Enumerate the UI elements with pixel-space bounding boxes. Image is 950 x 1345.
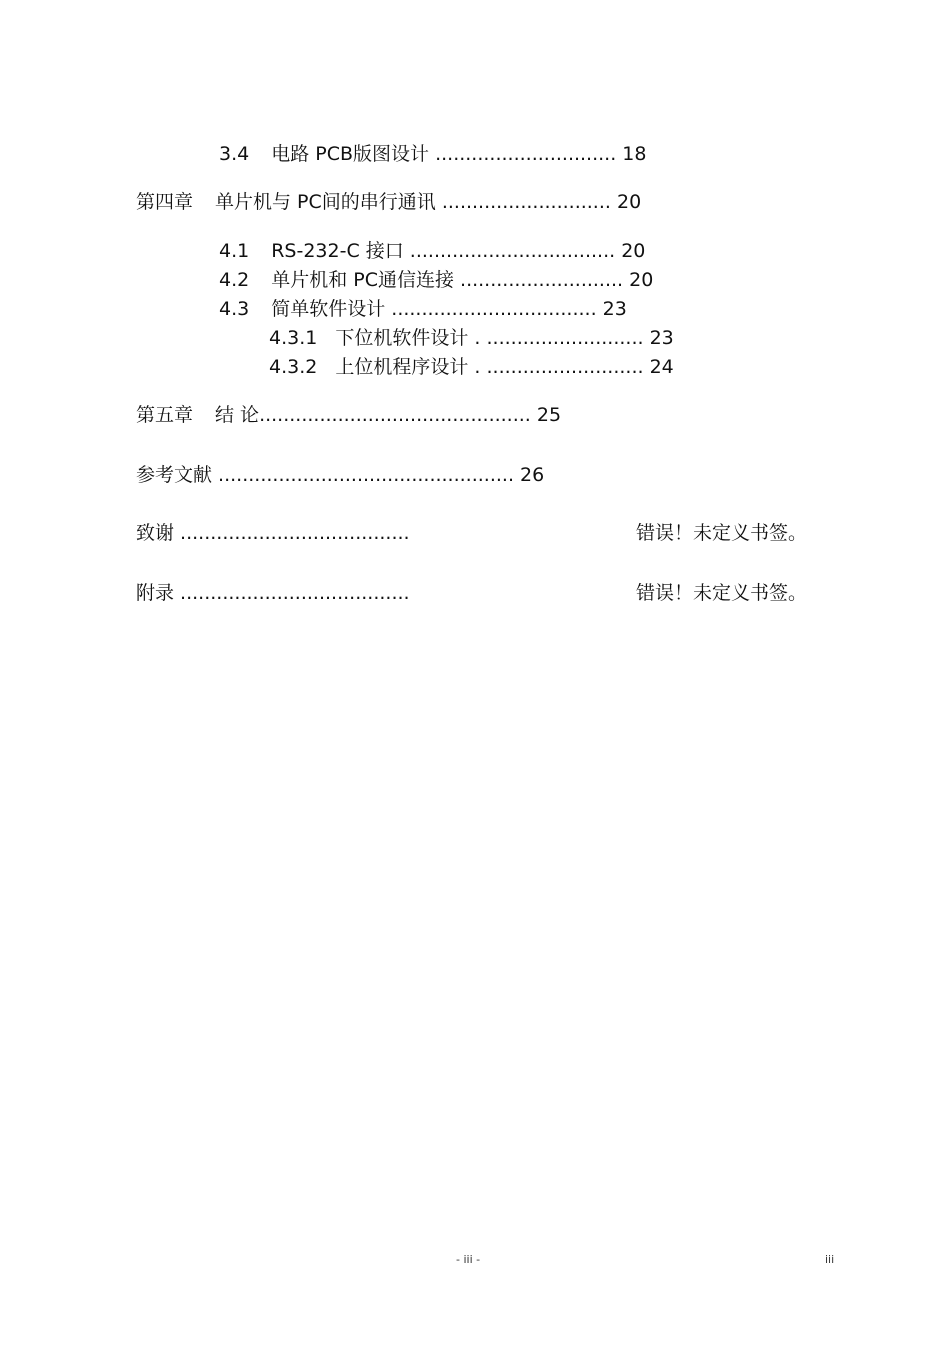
toc-page: 25 xyxy=(530,404,562,426)
toc-number: 4.2 xyxy=(219,269,250,291)
toc-entry-4-3[interactable] xyxy=(219,297,627,321)
toc-page: 26 xyxy=(514,464,545,486)
toc-title: 附录 xyxy=(136,582,175,604)
toc-leader: ........................... xyxy=(453,269,624,291)
toc-entry-appendix[interactable] xyxy=(136,581,410,605)
page-number-right: iii xyxy=(825,1253,835,1266)
toc-entry-chapter-5[interactable] xyxy=(136,403,561,427)
toc-number: 3.4 xyxy=(219,143,250,165)
toc-title: 上位机程序设计 xyxy=(335,356,469,378)
page-number-center: - iii - xyxy=(456,1253,481,1266)
toc-number: 4.1 xyxy=(219,240,250,262)
toc-leader: .................................. xyxy=(403,240,616,262)
toc-page: 20 xyxy=(610,191,642,213)
toc-leader: . .......................... xyxy=(468,356,644,378)
toc-entry-3-4[interactable] xyxy=(219,142,646,166)
toc-title: RS-232-C 接口 xyxy=(271,240,404,262)
toc-leader: .............................. xyxy=(429,143,617,165)
toc-page: 23 xyxy=(643,327,674,349)
toc-leader: ...................................... xyxy=(174,522,410,544)
toc-title: 参考文献 xyxy=(136,464,213,486)
toc-leader: . .......................... xyxy=(468,327,644,349)
toc-leader: ................................................. xyxy=(212,464,514,486)
toc-entry-4-2[interactable] xyxy=(219,268,653,292)
toc-title: 结 论 xyxy=(215,404,260,426)
toc-title: 简单软件设计 xyxy=(271,298,386,320)
toc-entry-chapter-4[interactable] xyxy=(136,190,641,214)
toc-number: 4.3 xyxy=(219,298,250,320)
toc-page: 23 xyxy=(596,298,627,320)
toc-number: 第五章 xyxy=(136,404,194,426)
toc-page: 24 xyxy=(643,356,674,378)
toc-title: 单片机与 PC间的串行通讯 xyxy=(215,191,436,213)
toc-entry-4-3-2[interactable] xyxy=(269,355,674,379)
bookmark-error-acknowledgements: 错误！未定义书签。 xyxy=(636,522,808,544)
toc-entry-4-1[interactable] xyxy=(219,239,645,263)
toc-entry-references[interactable] xyxy=(136,463,544,487)
toc-number: 4.3.2 xyxy=(269,356,318,378)
toc-title: 下位机软件设计 xyxy=(335,327,469,349)
toc-title: 单片机和 PC通信连接 xyxy=(271,269,454,291)
toc-leader: .................................. xyxy=(385,298,597,320)
toc-entry-4-3-1[interactable] xyxy=(269,326,674,350)
toc-leader: ...................................... xyxy=(174,582,410,604)
toc-page: 20 xyxy=(623,269,654,291)
toc-number: 4.3.1 xyxy=(269,327,318,349)
toc-title: 电路 PCB版图设计 xyxy=(271,143,430,165)
toc-title: 致谢 xyxy=(136,522,175,544)
toc-leader: ............................ xyxy=(435,191,611,213)
toc-page: 18 xyxy=(616,143,647,165)
bookmark-error-appendix: 错误！未定义书签。 xyxy=(636,582,808,604)
toc-leader: ............................................. xyxy=(259,404,531,426)
toc-page: 20 xyxy=(615,240,646,262)
toc-number: 第四章 xyxy=(136,191,194,213)
toc-entry-acknowledgements[interactable] xyxy=(136,521,410,545)
